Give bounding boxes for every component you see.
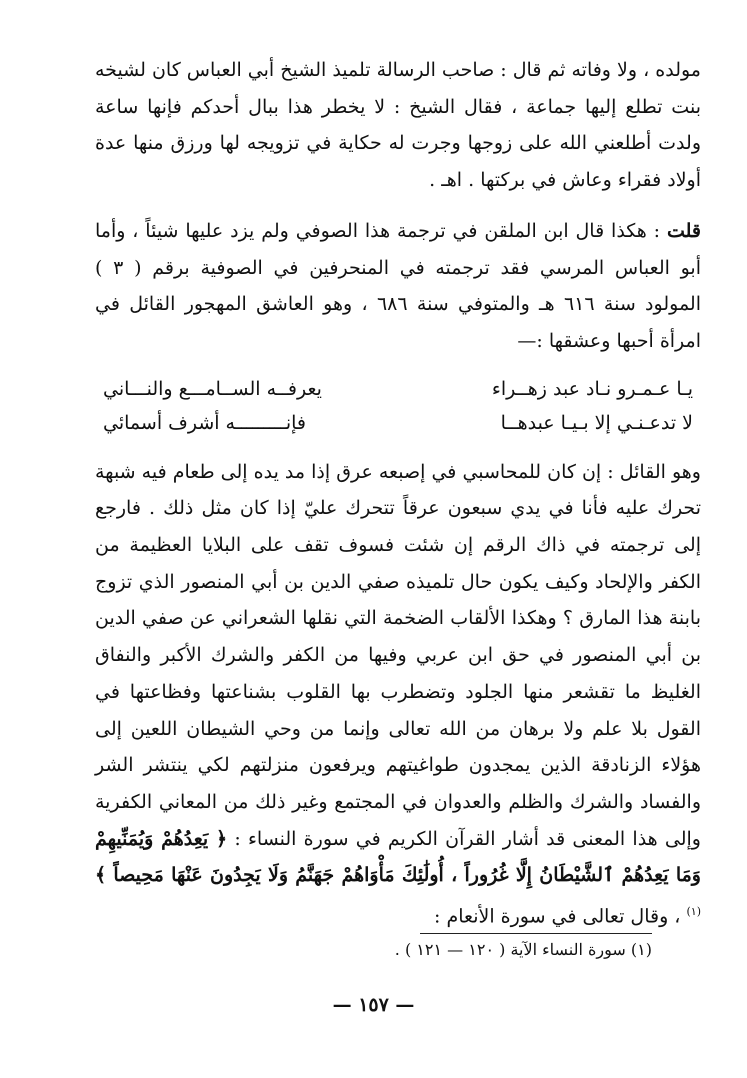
poem-line-2 bbox=[95, 406, 701, 440]
paragraph-1: مولده ، ولا وفاته ثم قال : صاحب الرسالة تلميذ الشيخ أبي العباس كان لشيخه بنت تطلع إليها جماعة ، فقال الشيخ : لا يخطر هذا ببال أحدكم فإنها ساعة ولدت أطلعني الله على زوجها وجرت له حكاية في تزويجه لها ورزق منها عدة أولاد فقراء وعاش في بركتها . اهـ . bbox=[95, 59, 701, 192]
poem-line-2-first: لا تدعـنـي إلا بـيـا عبدهــا bbox=[500, 411, 693, 434]
paragraph-3 bbox=[95, 454, 701, 935]
poem-line-1-second: يعرفــه الســامـــع والنـــاني bbox=[103, 377, 322, 400]
qultu-label: قلت bbox=[666, 219, 701, 242]
poem bbox=[95, 372, 701, 440]
paragraph-3-text: وهو القائل : إن كان للمحاسبي في إصبعه عرق إذا مد يده إلى طعام فيه شبهة تحرك عليه فأنا في يدي سبعون عرقاً تتحرك عليّ إذا كان مثل ذلك . فارجع إلى ترجمته في ذاك الرقم إن شئت فسوف تقف على البلايا العظيمة من الكفر والإلحاد وكيف يكون حال تلميذه صفي الدين بن أبي المنصور الذي تزوج بابنة هذا المارق ؟ وهكذا الألقاب الضخمة التي نقلها الشعراني عن صفي الدين بن أبي المنصور في حق ابن عربي وفيها من الكفر والشرك الأكبر والنفاق الغليظ ما تقشعر منها الجلود وتضطرب بها القلوب بشناعتها وفظاعتها في القول بلا علم ولا برهان من الله تعالى وإنما من وحي الشيطان اللعين إلى هؤلاء الزنادقة الذين يمجدون طواغيتهم ويرفعون منزلتهم لكي ينتشر الشر والفساد والشرك والظلم والعدوان في المجتمع وغير ذلك من المعاني الكفرية وإلى هذا المعنى قد أشار القرآن الكريم في سورة النساء : bbox=[95, 460, 701, 850]
page-body bbox=[95, 52, 701, 935]
poem-line-1 bbox=[95, 372, 701, 406]
paragraph-2-text: : هكذا قال ابن الملقن في ترجمة هذا الصوفي ولم يزد عليها شيئاً ، وأما أبو العباس المرسي فقد ترجمته في المنحرفين في الصوفية برقم ( ٣ ) المولود سنة ٦١٦ هـ والمتوفي سنة ٦٨٦ ، وهو العاشق المهجور القائل في امرأة أحبها وعشقها :— bbox=[95, 219, 701, 352]
poem-line-1-first: يـا عـمـرو نـاد عبد زهــراء bbox=[491, 377, 693, 400]
footnote-ref[interactable]: (١) bbox=[686, 905, 701, 919]
poem-line-2-second: فإنـــــــــه أشرف أسمائي bbox=[103, 411, 306, 434]
footnote: (١) سورة النساء الآية ( ١٢٠ — ١٢١ ) . bbox=[394, 940, 652, 959]
footnote-divider bbox=[420, 933, 652, 934]
paragraph-3-tail: ، وقال تعالى في سورة الأنعام : bbox=[434, 905, 687, 928]
page-number: — ١٥٧ — bbox=[332, 994, 415, 1016]
paragraph-2 bbox=[95, 213, 701, 360]
quran-verse: ﴿ يَعِدُهُمْ وَيُمَنِّيهِمْ وَمَا يَعِدُهُمْ ٱلشَّيْطَانُ إِلَّا غُرُوراً ، أُولَٰئِكَ مَأْوَاهُمْ جَهَنَّمُ وَلَا يَجِدُونَ عَنْهَا مَحِيصاً ﴾ bbox=[95, 827, 701, 887]
